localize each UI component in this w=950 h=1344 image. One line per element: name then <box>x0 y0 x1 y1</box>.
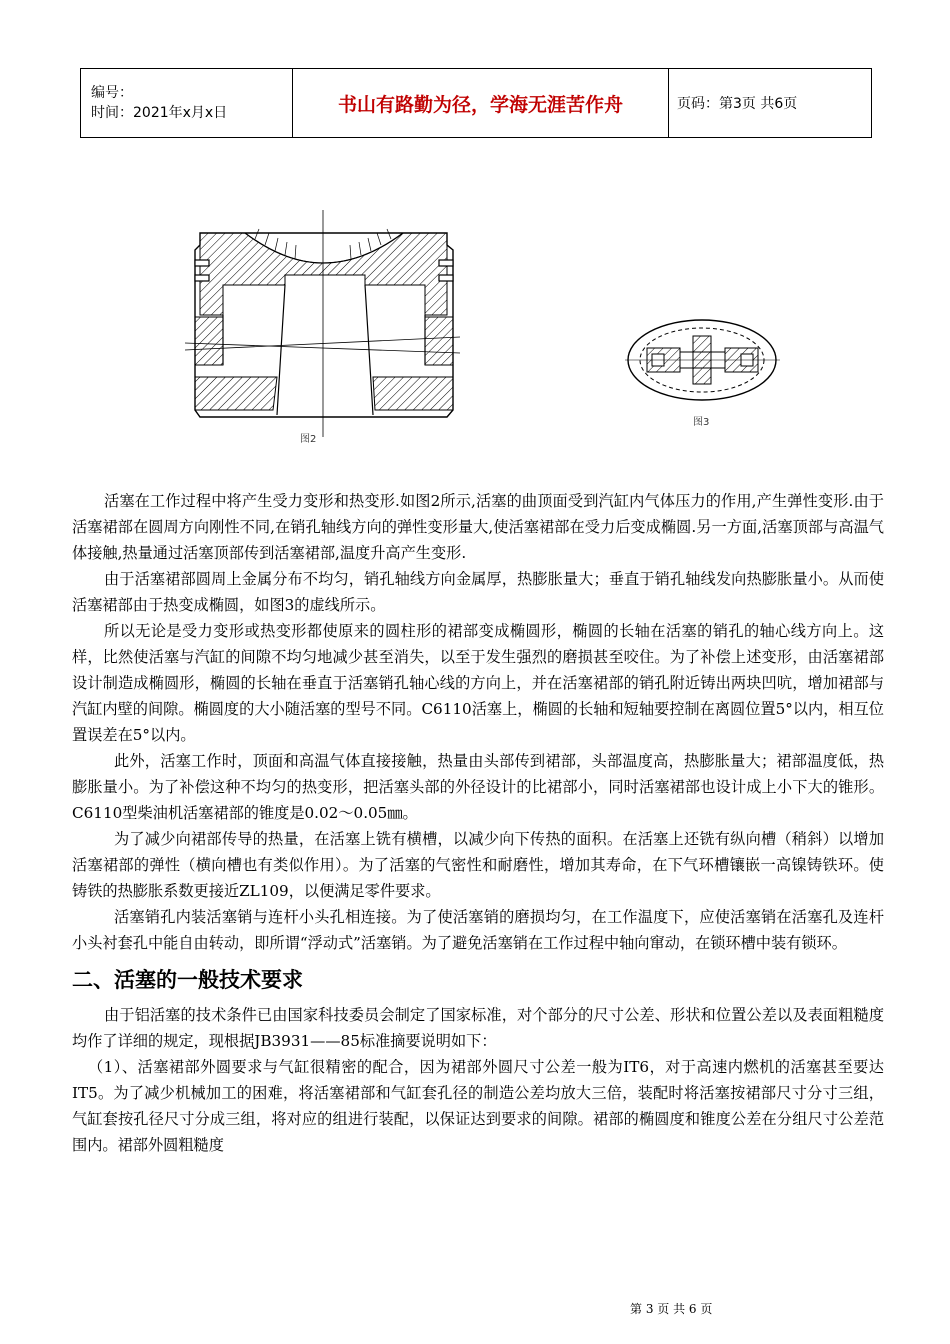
figure-2-piston-section <box>185 205 465 445</box>
header-table <box>80 68 872 138</box>
figure-3-piston-ellipse <box>625 318 780 408</box>
body-text <box>72 488 884 1158</box>
page-info: 页码：第3页 共6页 <box>677 96 798 112</box>
header-left-cell <box>81 69 293 138</box>
motto: 书山有路勤为径，学海无涯苦作舟 <box>337 93 623 116</box>
paragraph-1: 活塞在工作过程中将产生受力变形和热变形.如图2所示,活塞的曲顶面受到汽缸内气体压力的作用,产生弹性变形.由于活塞裙部在圆周方向刚性不同,在销孔轴线方向的弹性变形量大,使活塞裙部在受力后变成椭圆.另一方面,活塞顶部与高温气体接触,热量通过活塞顶部传到活塞裙部,温度升高产生变形. <box>72 492 884 562</box>
paragraph-6: 活塞销孔内装活塞销与连杆小头孔相连接。为了使活塞销的磨损均匀，在工作温度下，应使活塞销在活塞孔及连杆小头衬套孔中能自由转动，即所谓“浮动式”活塞销。为了避免活塞销在工作过程中轴向窜动，在锁环槽中装有锁环。 <box>72 908 884 952</box>
header-page-cell <box>669 69 872 138</box>
figure-2-label: 图2 <box>300 434 317 445</box>
paragraph-2: 由于活塞裙部圆周上金属分布不均匀，销孔轴线方向金属厚，热膨胀量大；垂直于销孔轴线发向热膨胀量小。从而使活塞裙部由于热变成椭圆，如图3的虚线所示。 <box>72 570 884 614</box>
paragraph-5: 为了减少向裙部传导的热量，在活塞上铣有横槽，以减少向下传热的面积。在活塞上还铣有纵向槽（稍斜）以增加活塞裙部的弹性（横向槽也有类似作用）。为了活塞的气密性和耐磨性，增加其寿命，在下气环槽镶嵌一高镍铸铁环。使铸铁的热膨胀系数更接近ZL109，以便满足零件要求。 <box>72 830 884 900</box>
paragraph-4: 此外，活塞工作时，顶面和高温气体直接接触，热量由头部传到裙部，头部温度高，热膨胀量大；裙部温度低，热膨胀量小。为了补偿这种不均匀的热变形，把活塞头部的外径设计的比裙部小，同时活塞裙部也设计成上小下大的锥形。C6110型柴油机活塞裙部的锥度是0.02～0.05㎜。 <box>72 752 884 822</box>
paragraph-3: 所以无论是受力变形或热变形都使原来的圆柱形的裙部变成椭圆形，椭圆的长轴在活塞的销孔的轴心线方向上。这样，比然使活塞与汽缸的间隙不均匀地减少甚至消失，以至于发生强烈的磨损甚至咬住。为了补偿上述变形，由活塞裙部设计制造成椭圆形，椭圆的长轴在垂直于活塞销孔轴心线的方向上，并在活塞裙部的销孔附近铸出两块凹吭，增加裙部与汽缸内壁的间隙。椭圆度的大小随活塞的型号不同。C6110活塞上，椭圆的长轴和短轴要控制在离圆位置5°以内，相互位置误差在5°以内。 <box>72 622 884 744</box>
section-heading: 二、活塞的一般技术要求 <box>72 968 303 992</box>
figure-3-label: 图3 <box>693 417 710 428</box>
header-motto-cell <box>293 69 669 138</box>
page-footer: 第 3 页 共 6 页 <box>630 1302 713 1316</box>
number-label: 编号： <box>91 85 133 101</box>
paragraph-7: 由于铝活塞的技术条件已由国家科技委员会制定了国家标准，对个部分的尺寸公差、形状和位置公差以及表面粗糙度均作了详细的规定，现根据JB3931——85标准摘要说明如下： <box>72 1006 884 1050</box>
date-label: 时间：2021年x月x日 <box>91 105 228 121</box>
paragraph-8: （1）、活塞裙部外圆要求与气缸很精密的配合，因为裙部外圆尺寸公差一般为IT6，对于高速内燃机的活塞甚至要达IT5。为了减少机械加工的困难，将活塞裙部和气缸套孔径的制造公差均放大三倍，装配时将活塞按裙部尺寸分寸三组，气缸套按孔径尺寸分成三组，将对应的组进行装配，以保证达到要求的间隙。裙部的椭圆度和锥度公差在分组尺寸公差范围内。裙部外圆粗糙度 <box>72 1058 884 1154</box>
